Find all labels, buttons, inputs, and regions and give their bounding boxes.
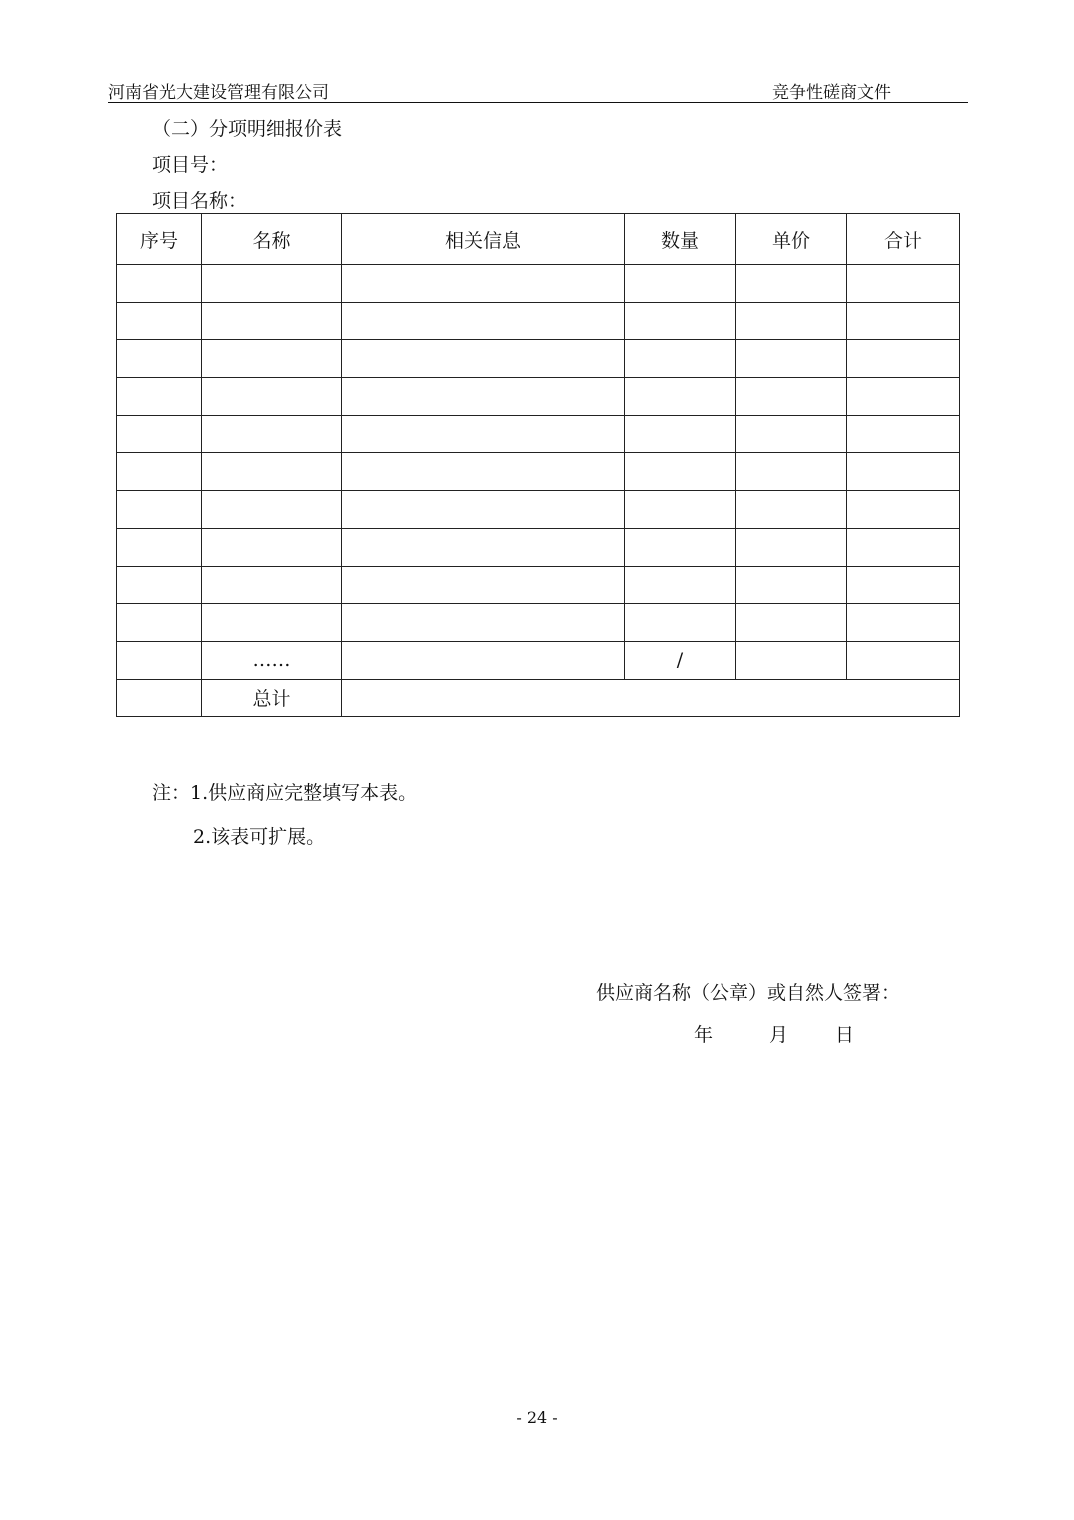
table-cell[interactable] xyxy=(736,491,847,529)
table-row xyxy=(117,604,960,642)
table-row xyxy=(117,265,960,303)
table-cell[interactable] xyxy=(117,302,202,340)
table-cell[interactable] xyxy=(342,604,625,642)
table-cell[interactable] xyxy=(736,604,847,642)
table-cell[interactable] xyxy=(625,566,736,604)
signature-label: 供应商名称（公章）或自然人签署： xyxy=(596,982,901,1004)
table-row xyxy=(117,453,960,491)
table-cell[interactable] xyxy=(202,528,342,566)
table-cell[interactable] xyxy=(202,378,342,416)
page-number: - 24 - xyxy=(516,1408,558,1427)
table-cell[interactable] xyxy=(847,566,960,604)
table-cell[interactable] xyxy=(202,302,342,340)
table-cell[interactable] xyxy=(117,604,202,642)
project-name-label: 项目名称： xyxy=(152,190,248,212)
table-cell[interactable] xyxy=(117,340,202,378)
col-header-info: 相关信息 xyxy=(342,214,625,265)
table-cell[interactable] xyxy=(117,566,202,604)
table-header-row xyxy=(117,214,960,265)
table-cell[interactable] xyxy=(847,491,960,529)
date-day-label: 日 xyxy=(835,1024,855,1046)
table-cell[interactable] xyxy=(625,604,736,642)
table-cell[interactable] xyxy=(117,378,202,416)
table-cell[interactable] xyxy=(736,528,847,566)
table-cell[interactable] xyxy=(736,340,847,378)
table-cell[interactable] xyxy=(625,453,736,491)
table-cell[interactable] xyxy=(342,491,625,529)
project-number-label: 项目号： xyxy=(152,154,229,176)
table-cell[interactable] xyxy=(736,265,847,303)
table-cell[interactable] xyxy=(202,415,342,453)
table-cell[interactable] xyxy=(625,415,736,453)
table-cell[interactable] xyxy=(117,491,202,529)
table-row xyxy=(117,340,960,378)
table-cell[interactable] xyxy=(847,641,960,679)
table-cell[interactable] xyxy=(736,415,847,453)
total-label-cell: 总计 xyxy=(202,679,342,717)
table-cell[interactable] xyxy=(847,453,960,491)
table-cell[interactable] xyxy=(736,641,847,679)
table-cell[interactable] xyxy=(202,491,342,529)
col-header-quantity: 数量 xyxy=(625,214,736,265)
table-row xyxy=(117,491,960,529)
table-cell[interactable] xyxy=(625,528,736,566)
note-1: 注：1.供应商应完整填写本表。 xyxy=(152,782,418,804)
table-row-ellipsis xyxy=(117,641,960,679)
table-cell[interactable] xyxy=(847,265,960,303)
col-header-unit-price: 单价 xyxy=(736,214,847,265)
total-value-cell[interactable] xyxy=(342,679,960,717)
table-cell[interactable] xyxy=(117,641,202,679)
table-row xyxy=(117,302,960,340)
table-cell[interactable] xyxy=(736,453,847,491)
table-cell[interactable] xyxy=(342,340,625,378)
table-cell[interactable] xyxy=(202,604,342,642)
note-2: 2.该表可扩展。 xyxy=(193,826,326,848)
col-header-serial: 序号 xyxy=(117,214,202,265)
table-cell[interactable] xyxy=(342,378,625,416)
table-cell[interactable] xyxy=(847,378,960,416)
quantity-slash-cell: / xyxy=(625,641,736,679)
table-cell[interactable] xyxy=(342,566,625,604)
table-cell[interactable] xyxy=(736,566,847,604)
header-doc-type: 竞争性磋商文件 xyxy=(772,83,891,103)
table-row xyxy=(117,378,960,416)
itemized-quote-table xyxy=(116,213,960,717)
table-cell[interactable] xyxy=(202,265,342,303)
date-year-label: 年 xyxy=(694,1024,714,1046)
table-cell[interactable] xyxy=(202,453,342,491)
table-cell[interactable] xyxy=(847,415,960,453)
table-cell[interactable] xyxy=(117,415,202,453)
table-cell[interactable] xyxy=(117,679,202,717)
table-cell[interactable] xyxy=(847,340,960,378)
col-header-name: 名称 xyxy=(202,214,342,265)
date-month-label: 月 xyxy=(769,1024,789,1046)
table-row xyxy=(117,566,960,604)
table-cell[interactable] xyxy=(342,265,625,303)
table-row xyxy=(117,528,960,566)
table-cell[interactable] xyxy=(625,378,736,416)
table-cell[interactable] xyxy=(117,528,202,566)
col-header-subtotal: 合计 xyxy=(847,214,960,265)
table-cell[interactable] xyxy=(202,340,342,378)
table-cell[interactable] xyxy=(117,265,202,303)
table-cell[interactable] xyxy=(342,302,625,340)
header-company: 河南省光大建设管理有限公司 xyxy=(108,83,329,103)
table-cell[interactable] xyxy=(342,453,625,491)
table-cell[interactable] xyxy=(847,528,960,566)
table-row xyxy=(117,415,960,453)
ellipsis-cell: …… xyxy=(202,641,342,679)
table-cell[interactable] xyxy=(202,566,342,604)
table-cell[interactable] xyxy=(847,604,960,642)
table-cell[interactable] xyxy=(342,415,625,453)
table-row-total xyxy=(117,679,960,717)
table-cell[interactable] xyxy=(625,340,736,378)
table-cell[interactable] xyxy=(342,641,625,679)
header-divider xyxy=(108,102,968,103)
table-cell[interactable] xyxy=(736,378,847,416)
table-cell[interactable] xyxy=(625,265,736,303)
table-cell[interactable] xyxy=(342,528,625,566)
section-title: （二）分项明细报价表 xyxy=(152,118,343,140)
table-cell[interactable] xyxy=(117,453,202,491)
table-cell[interactable] xyxy=(847,302,960,340)
table-cell[interactable] xyxy=(736,302,847,340)
table-cell[interactable] xyxy=(625,302,736,340)
table-cell[interactable] xyxy=(625,491,736,529)
